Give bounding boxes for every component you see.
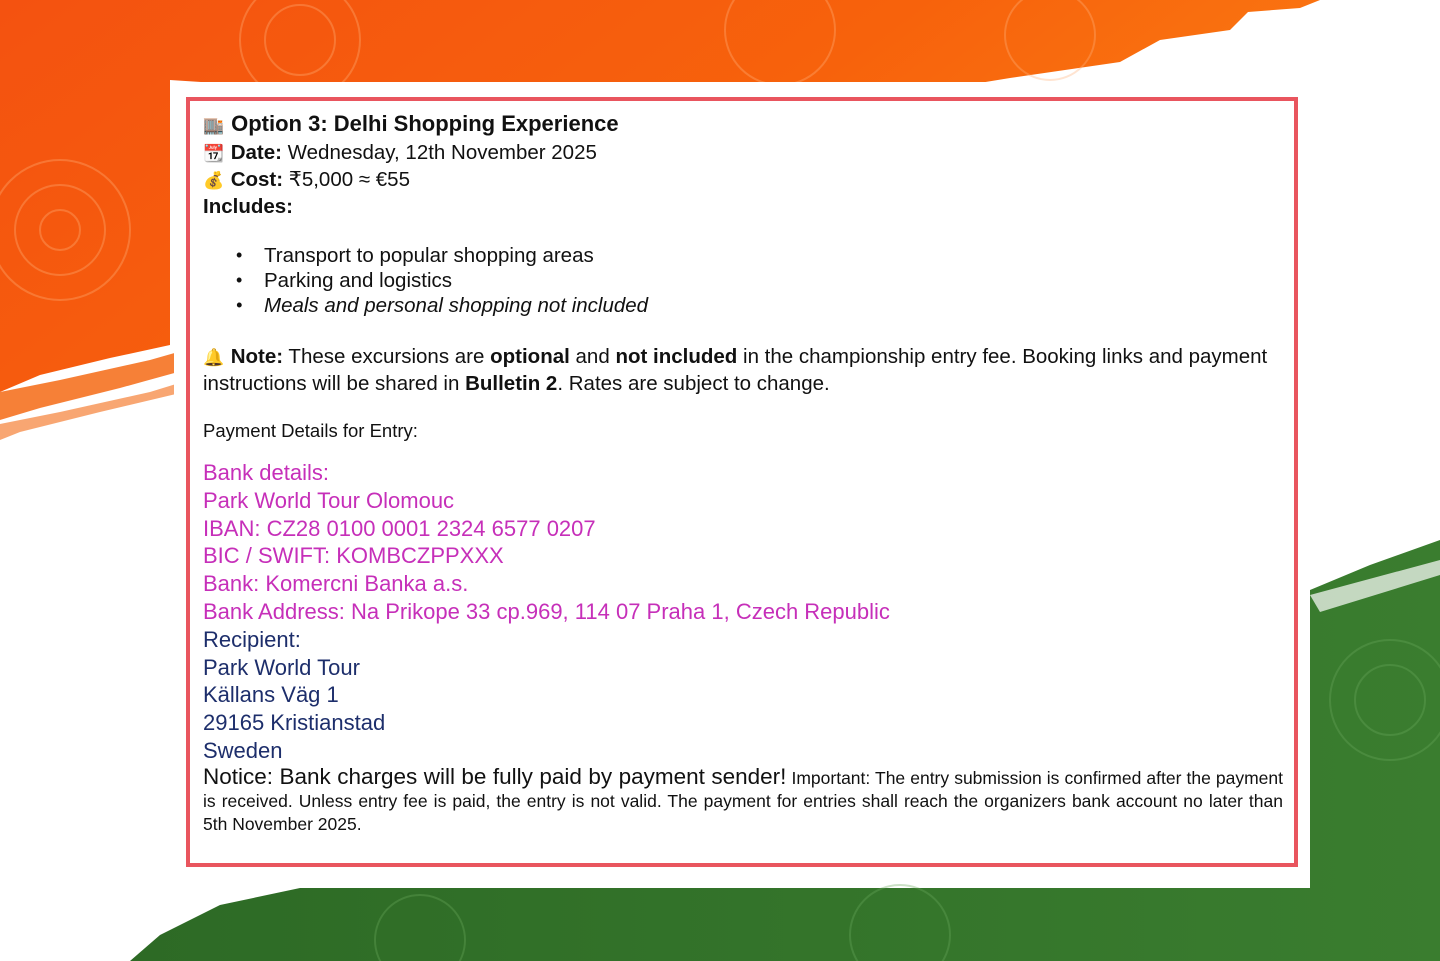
includes-list (203, 243, 1283, 318)
recipient-line: 29165 Kristianstad (203, 710, 386, 736)
note-paragraph: 🔔 Note: These excursions are optional and not included in the championship entry fee. Booking links and payment instructions will be shared in Bulletin 2. Rates are subject to change. (203, 345, 1268, 395)
bank-line: Park World Tour Olomouc (203, 487, 455, 513)
department-store-icon: 🏬 (203, 116, 225, 136)
info-card (174, 82, 1310, 882)
payment-details-title: Payment Details for Entry: (203, 420, 418, 441)
bank-line: BIC / SWIFT: KOMBCZPPXXX (203, 543, 504, 569)
bank-details-block (203, 459, 1283, 765)
recipient-line: Park World Tour (203, 654, 360, 680)
bank-line: IBAN: CZ28 0100 0001 2324 6577 0207 (203, 515, 596, 541)
recipient-line: Recipient: (203, 626, 301, 652)
option-title: 🏬 Option 3: Delhi Shopping Experience (203, 110, 1283, 140)
payment-notice: Notice: Bank charges will be fully paid by payment sender! Important: The entry submission is confirmed after the payment is received. Unless entry fee is paid, the entry is not valid. The payment for entries shall reach the organizers bank account no later than 5th November 2025. (203, 763, 1283, 834)
calendar-icon: 📆 (203, 144, 225, 164)
list-item: • Transport to popular shopping areas (236, 243, 1283, 268)
list-item: • Parking and logistics (236, 268, 1283, 293)
recipient-line: Sweden (203, 737, 283, 763)
bell-icon: 🔔 (203, 348, 225, 368)
cost-row: 💰 Cost: ₹5,000 ≈ €55 (203, 167, 1283, 194)
list-item: • Meals and personal shopping not included (236, 293, 1283, 318)
card-content (203, 110, 1283, 836)
recipient-line: Källans Väg 1 (203, 682, 339, 708)
money-bag-icon: 💰 (203, 171, 225, 191)
date-row: 📆 Date: Wednesday, 12th November 2025 (203, 140, 1283, 167)
bank-line: Bank: Komercni Banka a.s. (203, 571, 469, 597)
bank-line: Bank Address: Na Prikope 33 cp.969, 114 07 Praha 1, Czech Republic (203, 598, 890, 624)
bank-line: Bank details: (203, 460, 329, 485)
includes-label: Includes: (203, 195, 293, 218)
